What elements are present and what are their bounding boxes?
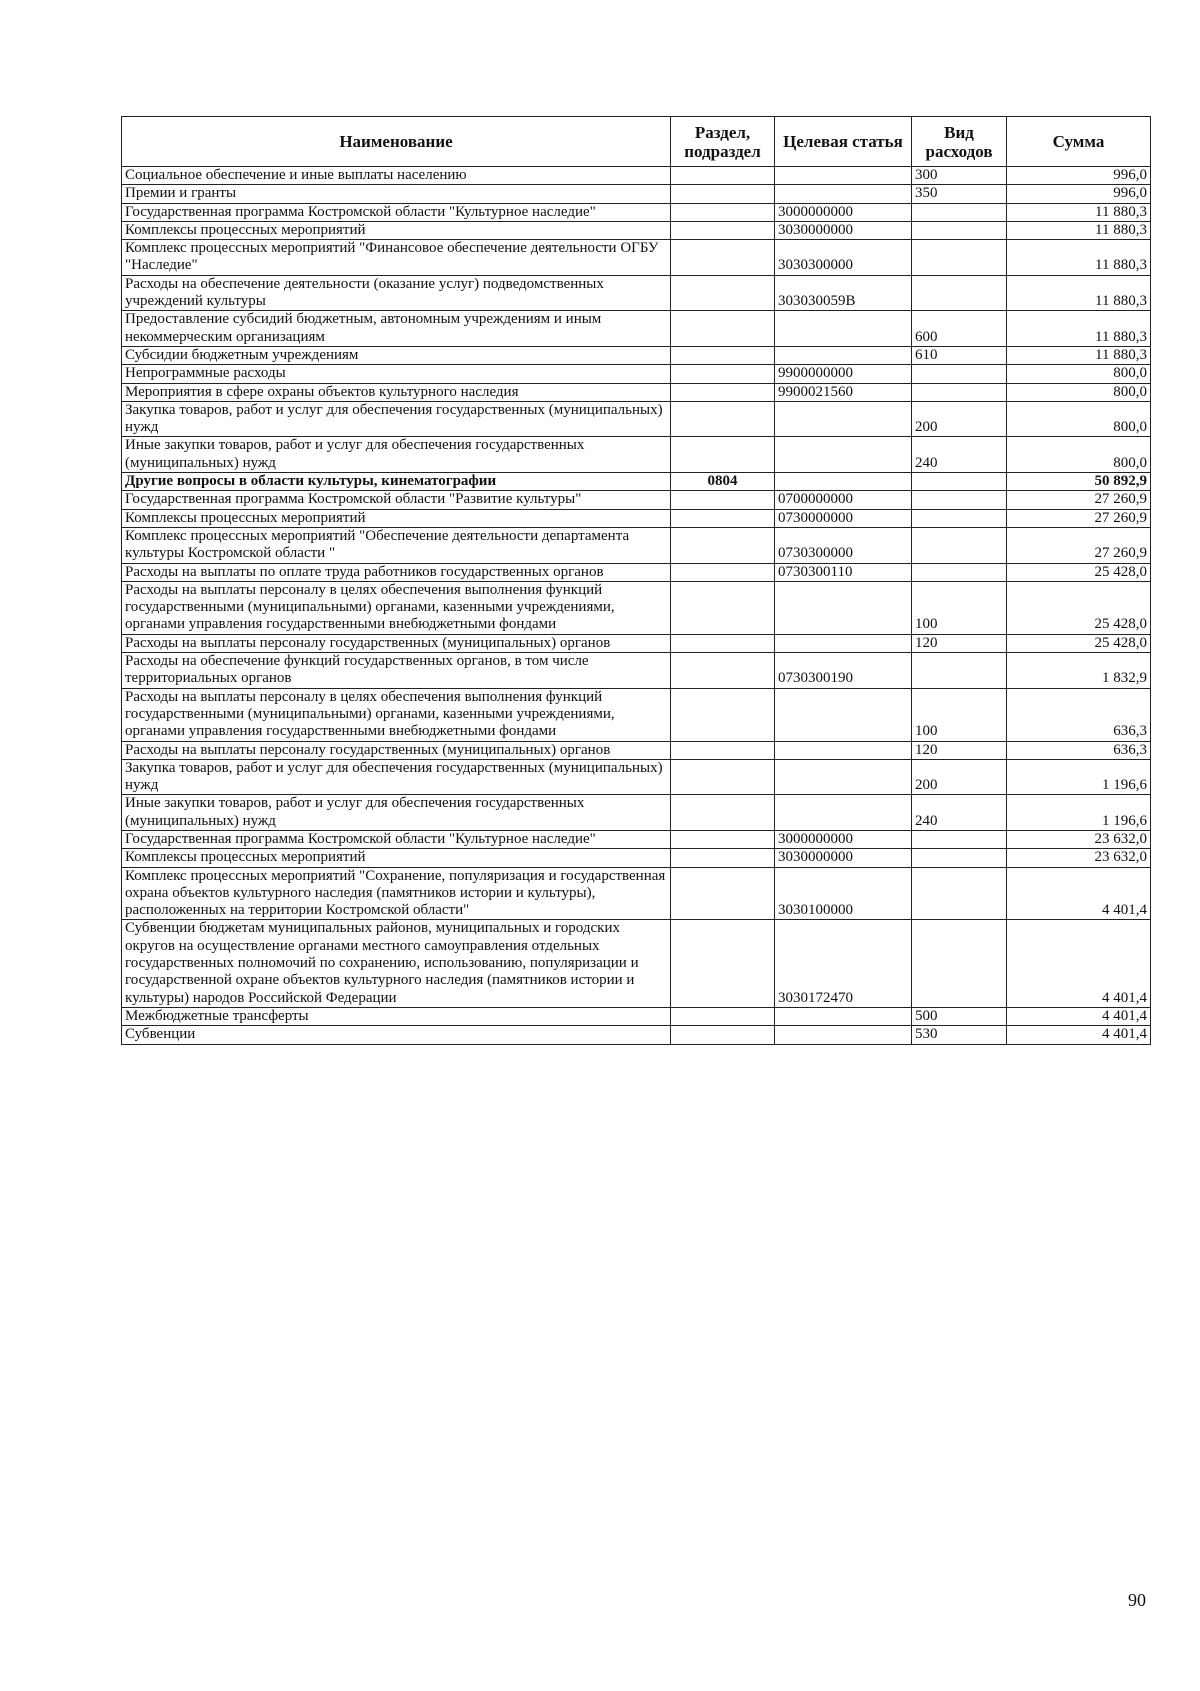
cell-sum: 23 632,0 <box>1007 830 1151 848</box>
cell-sum: 11 880,3 <box>1007 311 1151 347</box>
cell-target: 9900000000 <box>775 365 912 383</box>
cell-vid: 240 <box>912 437 1007 473</box>
table-row <box>122 867 1151 920</box>
cell-target: 3030000000 <box>775 849 912 867</box>
cell-target: 0730300000 <box>775 527 912 563</box>
cell-vid: 600 <box>912 311 1007 347</box>
cell-vid: 200 <box>912 759 1007 795</box>
cell-section: 0804 <box>671 473 775 491</box>
table-row <box>122 311 1151 347</box>
cell-sum: 996,0 <box>1007 185 1151 203</box>
cell-section <box>671 491 775 509</box>
table-body <box>122 167 1151 1045</box>
cell-sum: 636,3 <box>1007 688 1151 741</box>
table-row <box>122 383 1151 401</box>
header-sum: Сумма <box>1007 117 1151 167</box>
cell-vid <box>912 830 1007 848</box>
cell-section <box>671 1026 775 1044</box>
cell-sum: 27 260,9 <box>1007 527 1151 563</box>
cell-vid <box>912 203 1007 221</box>
cell-target <box>775 634 912 652</box>
cell-section <box>671 830 775 848</box>
cell-target <box>775 741 912 759</box>
cell-target <box>775 437 912 473</box>
cell-vid: 530 <box>912 1026 1007 1044</box>
cell-section <box>671 365 775 383</box>
cell-section <box>671 653 775 689</box>
table-row <box>122 830 1151 848</box>
cell-target <box>775 311 912 347</box>
table-row <box>122 240 1151 276</box>
cell-target <box>775 346 912 364</box>
cell-sum: 11 880,3 <box>1007 346 1151 364</box>
header-section: Раздел, подраздел <box>671 117 775 167</box>
cell-name: Государственная программа Костромской области "Культурное наследие" <box>122 203 671 221</box>
budget-table <box>121 116 1151 1045</box>
cell-sum: 25 428,0 <box>1007 634 1151 652</box>
cell-target <box>775 401 912 437</box>
cell-section <box>671 401 775 437</box>
cell-vid: 500 <box>912 1007 1007 1025</box>
cell-name: Расходы на выплаты персоналу государственных (муниципальных) органов <box>122 741 671 759</box>
cell-name: Расходы на выплаты персоналу в целях обеспечения выполнения функций государственными (муниципальными) органами, казенными учреждениями, органами управления государственными внебюджетными фондами <box>122 688 671 741</box>
table-row <box>122 401 1151 437</box>
cell-section <box>671 346 775 364</box>
table-row <box>122 203 1151 221</box>
cell-target: 0730300190 <box>775 653 912 689</box>
cell-target: 3000000000 <box>775 203 912 221</box>
cell-section <box>671 1007 775 1025</box>
table-row <box>122 185 1151 203</box>
cell-section <box>671 185 775 203</box>
cell-section <box>671 383 775 401</box>
cell-section <box>671 759 775 795</box>
table-row <box>122 688 1151 741</box>
cell-name: Комплекс процессных мероприятий "Финансовое обеспечение деятельности ОГБУ "Наследие" <box>122 240 671 276</box>
table-row <box>122 221 1151 239</box>
cell-sum: 11 880,3 <box>1007 221 1151 239</box>
table-row <box>122 275 1151 311</box>
cell-section <box>671 741 775 759</box>
cell-sum: 27 260,9 <box>1007 509 1151 527</box>
table-row <box>122 634 1151 652</box>
table-row <box>122 581 1151 634</box>
cell-vid <box>912 653 1007 689</box>
cell-sum: 23 632,0 <box>1007 849 1151 867</box>
table-row <box>122 563 1151 581</box>
cell-target <box>775 473 912 491</box>
cell-vid <box>912 527 1007 563</box>
cell-sum: 50 892,9 <box>1007 473 1151 491</box>
cell-name: Комплекс процессных мероприятий "Обеспечение деятельности департамента культуры Костромской области " <box>122 527 671 563</box>
table-row <box>122 346 1151 364</box>
cell-vid <box>912 473 1007 491</box>
cell-name: Расходы на обеспечение функций государственных органов, в том числе территориальных органов <box>122 653 671 689</box>
cell-sum: 27 260,9 <box>1007 491 1151 509</box>
cell-sum: 25 428,0 <box>1007 581 1151 634</box>
cell-target: 3030300000 <box>775 240 912 276</box>
cell-target: 3000000000 <box>775 830 912 848</box>
cell-target <box>775 759 912 795</box>
cell-vid: 100 <box>912 688 1007 741</box>
cell-section <box>671 867 775 920</box>
cell-section <box>671 311 775 347</box>
table-row <box>122 527 1151 563</box>
cell-sum: 4 401,4 <box>1007 920 1151 1007</box>
cell-name: Закупка товаров, работ и услуг для обеспечения государственных (муниципальных) нужд <box>122 401 671 437</box>
cell-name: Государственная программа Костромской области "Культурное наследие" <box>122 830 671 848</box>
cell-section <box>671 509 775 527</box>
cell-vid <box>912 491 1007 509</box>
cell-section <box>671 203 775 221</box>
cell-sum: 996,0 <box>1007 167 1151 185</box>
table-row <box>122 653 1151 689</box>
cell-vid: 200 <box>912 401 1007 437</box>
cell-vid <box>912 867 1007 920</box>
cell-name: Непрограммные расходы <box>122 365 671 383</box>
cell-name: Комплексы процессных мероприятий <box>122 221 671 239</box>
cell-sum: 4 401,4 <box>1007 1007 1151 1025</box>
cell-name: Комплексы процессных мероприятий <box>122 509 671 527</box>
table-row <box>122 741 1151 759</box>
table-row <box>122 920 1151 1007</box>
cell-name: Комплекс процессных мероприятий "Сохранение, популяризация и государственная охрана объектов культурного наследия (памятников истории и культуры), расположенных на территории Костромской области" <box>122 867 671 920</box>
cell-target <box>775 167 912 185</box>
cell-section <box>671 795 775 831</box>
cell-sum: 11 880,3 <box>1007 203 1151 221</box>
cell-sum: 1 196,6 <box>1007 795 1151 831</box>
cell-target <box>775 581 912 634</box>
table-row <box>122 1007 1151 1025</box>
cell-section <box>671 167 775 185</box>
cell-sum: 11 880,3 <box>1007 275 1151 311</box>
cell-name: Субсидии бюджетным учреждениям <box>122 346 671 364</box>
table-row <box>122 365 1151 383</box>
cell-target: 0730300110 <box>775 563 912 581</box>
cell-target <box>775 1026 912 1044</box>
table-row <box>122 437 1151 473</box>
table-row <box>122 795 1151 831</box>
cell-vid: 120 <box>912 634 1007 652</box>
cell-section <box>671 563 775 581</box>
cell-name: Государственная программа Костромской области "Развитие культуры" <box>122 491 671 509</box>
cell-vid: 300 <box>912 167 1007 185</box>
cell-target <box>775 795 912 831</box>
cell-name: Мероприятия в сфере охраны объектов культурного наследия <box>122 383 671 401</box>
cell-sum: 800,0 <box>1007 383 1151 401</box>
cell-target <box>775 688 912 741</box>
cell-sum: 1 196,6 <box>1007 759 1151 795</box>
cell-vid: 120 <box>912 741 1007 759</box>
cell-target <box>775 1007 912 1025</box>
cell-name: Межбюджетные трансферты <box>122 1007 671 1025</box>
header-vid: Вид расходов <box>912 117 1007 167</box>
cell-vid <box>912 240 1007 276</box>
cell-name: Комплексы процессных мероприятий <box>122 849 671 867</box>
cell-sum: 4 401,4 <box>1007 1026 1151 1044</box>
cell-section <box>671 581 775 634</box>
cell-sum: 636,3 <box>1007 741 1151 759</box>
cell-section <box>671 275 775 311</box>
cell-vid <box>912 383 1007 401</box>
cell-target <box>775 185 912 203</box>
cell-name: Расходы на выплаты по оплате труда работников государственных органов <box>122 563 671 581</box>
header-target: Целевая статья <box>775 117 912 167</box>
cell-vid <box>912 221 1007 239</box>
cell-section <box>671 221 775 239</box>
table-row <box>122 491 1151 509</box>
cell-sum: 800,0 <box>1007 365 1151 383</box>
cell-section <box>671 920 775 1007</box>
cell-sum: 4 401,4 <box>1007 867 1151 920</box>
table-row <box>122 509 1151 527</box>
cell-vid <box>912 365 1007 383</box>
cell-name: Иные закупки товаров, работ и услуг для обеспечения государственных (муниципальных) нужд <box>122 437 671 473</box>
cell-target: 3030100000 <box>775 867 912 920</box>
cell-vid <box>912 920 1007 1007</box>
cell-target: 3030000000 <box>775 221 912 239</box>
cell-section <box>671 688 775 741</box>
cell-name: Премии и гранты <box>122 185 671 203</box>
cell-target: 0730000000 <box>775 509 912 527</box>
cell-section <box>671 527 775 563</box>
cell-target: 3030172470 <box>775 920 912 1007</box>
cell-vid: 100 <box>912 581 1007 634</box>
cell-section <box>671 849 775 867</box>
cell-vid <box>912 849 1007 867</box>
cell-vid <box>912 509 1007 527</box>
cell-name: Субвенции <box>122 1026 671 1044</box>
cell-name: Расходы на выплаты персоналу государственных (муниципальных) органов <box>122 634 671 652</box>
cell-section <box>671 437 775 473</box>
cell-target: 303030059В <box>775 275 912 311</box>
cell-name: Субвенции бюджетам муниципальных районов, муниципальных и городских округов на осуществление органами местного самоуправления отдельных государственных полномочий по сохранению, использованию, популяризации и государственной охране объектов культурного наследия (памятников истории и культуры) народов Российской Федерации <box>122 920 671 1007</box>
table-row <box>122 759 1151 795</box>
cell-sum: 1 832,9 <box>1007 653 1151 689</box>
cell-vid: 610 <box>912 346 1007 364</box>
cell-name: Расходы на выплаты персоналу в целях обеспечения выполнения функций государственными (муниципальными) органами, казенными учреждениями, органами управления государственными внебюджетными фондами <box>122 581 671 634</box>
cell-name: Социальное обеспечение и иные выплаты населению <box>122 167 671 185</box>
cell-vid: 350 <box>912 185 1007 203</box>
table-row <box>122 849 1151 867</box>
table-row <box>122 1026 1151 1044</box>
cell-name: Предоставление субсидий бюджетным, автономным учреждениям и иным некоммерческим организациям <box>122 311 671 347</box>
cell-name: Иные закупки товаров, работ и услуг для обеспечения государственных (муниципальных) нужд <box>122 795 671 831</box>
cell-name: Закупка товаров, работ и услуг для обеспечения государственных (муниципальных) нужд <box>122 759 671 795</box>
page-number: 90 <box>1128 1590 1146 1610</box>
cell-vid <box>912 275 1007 311</box>
cell-target: 9900021560 <box>775 383 912 401</box>
cell-name: Другие вопросы в области культуры, кинематографии <box>122 473 671 491</box>
cell-section <box>671 634 775 652</box>
cell-name: Расходы на обеспечение деятельности (оказание услуг) подведомственных учреждений культуры <box>122 275 671 311</box>
cell-sum: 11 880,3 <box>1007 240 1151 276</box>
cell-vid: 240 <box>912 795 1007 831</box>
cell-target: 0700000000 <box>775 491 912 509</box>
cell-section <box>671 240 775 276</box>
cell-vid <box>912 563 1007 581</box>
header-name: Наименование <box>122 117 671 167</box>
cell-sum: 800,0 <box>1007 401 1151 437</box>
cell-sum: 25 428,0 <box>1007 563 1151 581</box>
cell-sum: 800,0 <box>1007 437 1151 473</box>
table-header-row <box>122 117 1151 167</box>
table-row <box>122 473 1151 491</box>
table-row <box>122 167 1151 185</box>
